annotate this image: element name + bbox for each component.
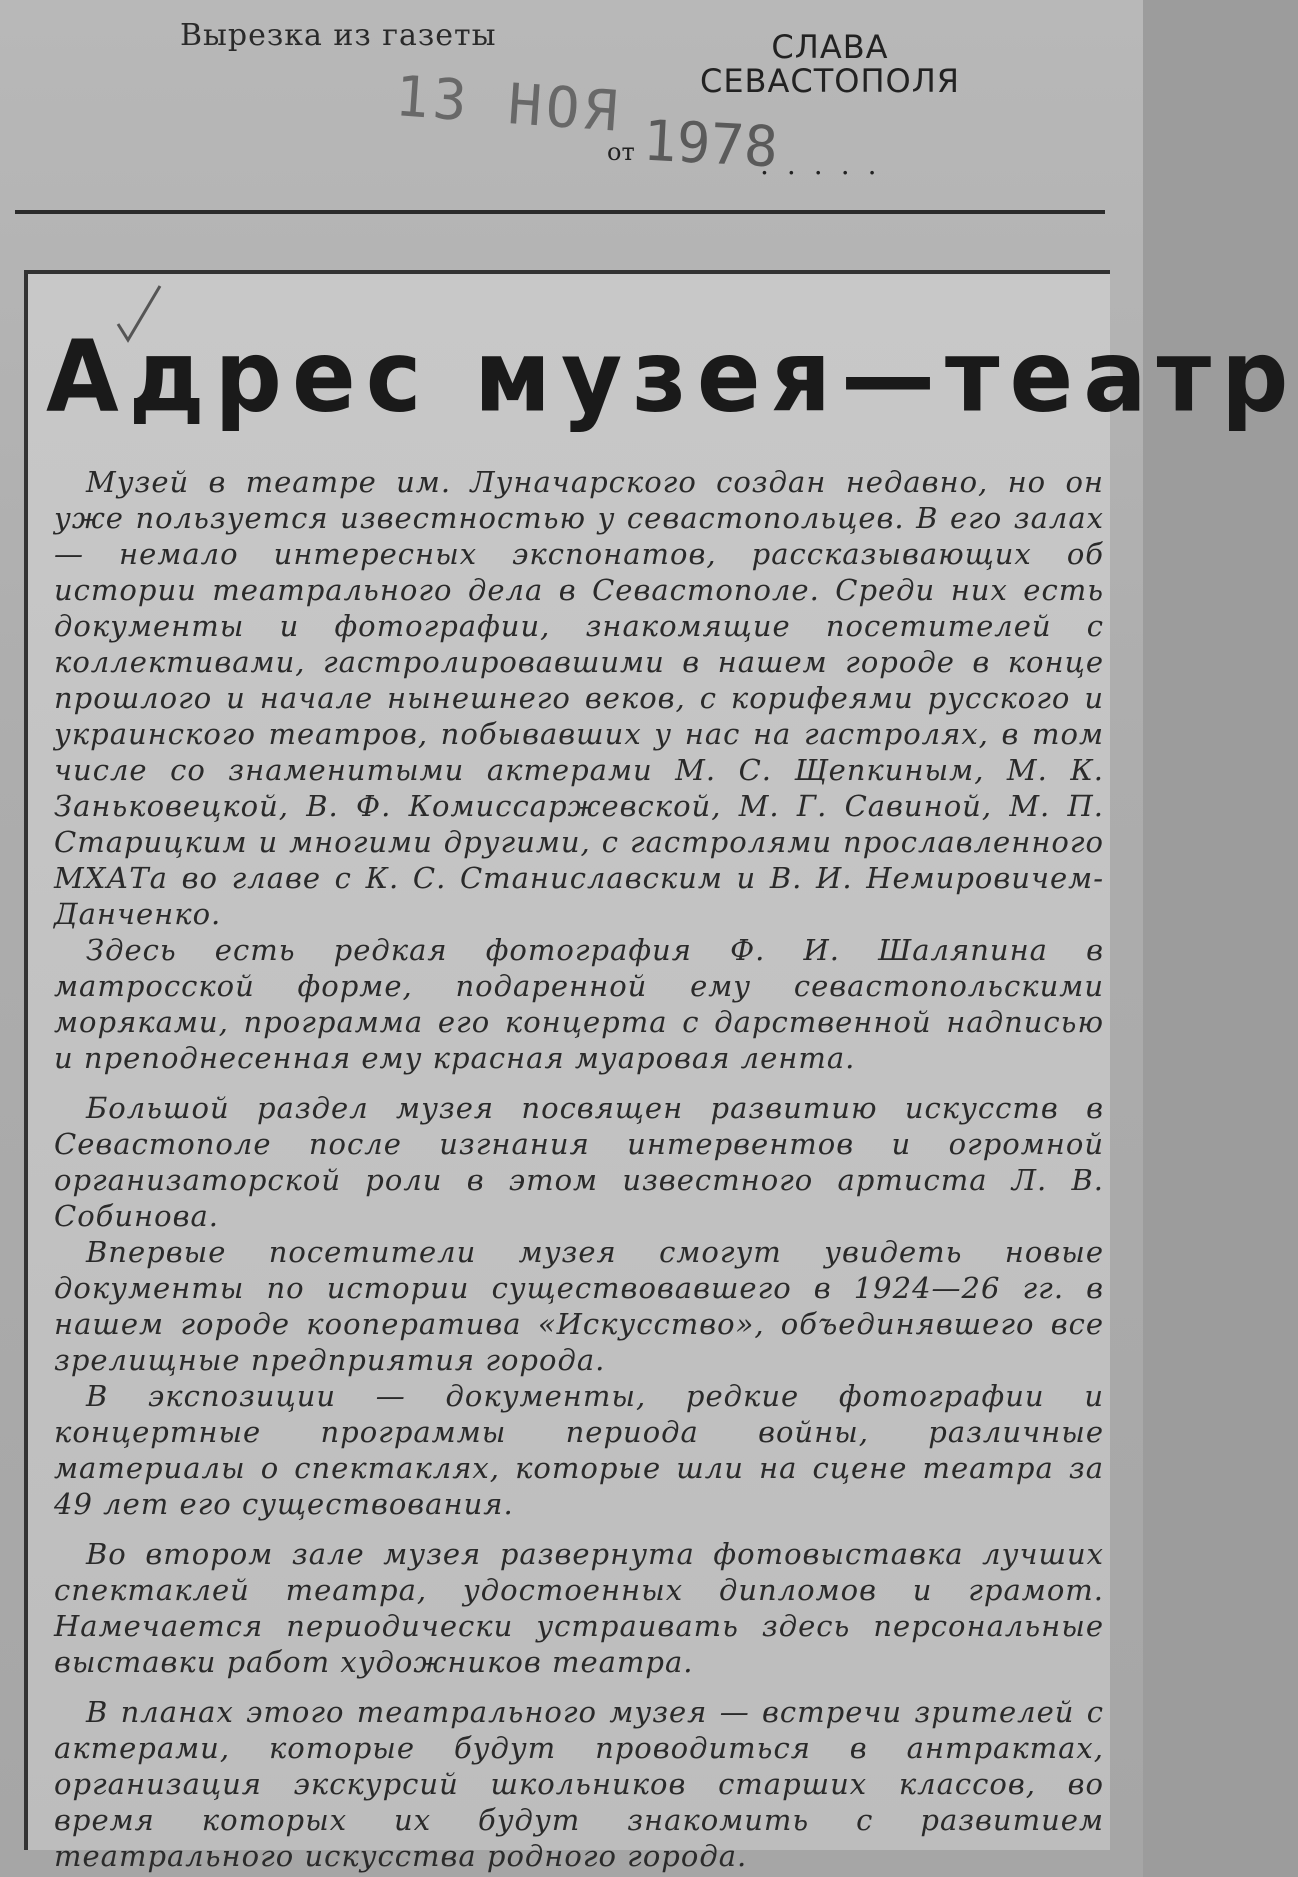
- date-stamp: 13 НОЯ: [393, 64, 624, 145]
- article-paragraph: Музей в театре им. Луначарского создан недавно, но он уже пользуется известностью у севастопольцев. В его залах — немало интересных экспонатов, рассказывающих об истории театрального дела в Севастополе. Среди них есть документы и фотографии, знакомящие посетителей с коллективами, гастролировавшими в нашем городе в конце прошлого и начале нынешнего веков, с корифеями русского и украинского театров, побывавших у нас на гастролях, в том числе со знаменитыми актерами М. С. Щепкиным, М. К. Заньковецкой, В. Ф. Комиссаржевской, М. Г. Савиной, М. П. Старицким и многими другими, с гастролями прославленного МХАТа во главе с К. С. Станиславским и В. И. Немировичем-Данченко.: [54, 465, 1104, 931]
- article-body: [54, 464, 1104, 1874]
- newspaper-name-line2: СЕВАСТОПОЛЯ: [699, 62, 961, 100]
- newspaper-clipping: [24, 270, 1298, 1873]
- top-divider: [15, 210, 1105, 214]
- article-paragraph: Во втором зале музея развернута фотовыставка лучших спектаклей театра, удостоенных дипломов и грамот. Намечается периодически устраивать здесь персональные выставки работ художников театра.: [54, 1537, 1104, 1679]
- newspaper-name-line1: СЛАВА: [771, 28, 889, 66]
- year-stamp: 1978: [641, 108, 780, 181]
- from-label: от: [607, 138, 635, 166]
- date-dots: .....: [760, 148, 895, 181]
- article-paragraph: Здесь есть редкая фотография Ф. И. Шаляпина в матросской форме, подаренной ему севастопольскими моряками, программа его концерта с дарственной надписью и преподнесенная ему красная муаровая лента.: [54, 933, 1104, 1075]
- article-headline: Адрес музея—театр: [46, 320, 1298, 435]
- article-paragraph: В планах этого театрального музея — встречи зрителей с актерами, которые будут проводиться в антрактах, организация экскурсий школьников старших классов, во время которых их будут знакомить с развитием театрального искусства родного города.: [54, 1695, 1104, 1873]
- article-paragraph: В экспозиции — документы, редкие фотографии и концертные программы периода войны, различные материалы о спектаклях, которые шли на сцене театра за 49 лет его существования.: [54, 1379, 1104, 1521]
- clipping-source-label: Вырезка из газеты: [180, 18, 497, 53]
- article-paragraph: Большой раздел музея посвящен развитию искусств в Севастополе после изгнания интервентов и огромной организаторской роли в этом известного артиста Л. В. Собинова.: [54, 1091, 1104, 1233]
- article-paragraph: Впервые посетители музея смогут увидеть новые документы по истории существовавшего в 1924—26 гг. в нашем городе кооператива «Искусство», объединявшего все зрелищные предприятия города.: [54, 1235, 1104, 1377]
- newspaper-name: [670, 30, 990, 98]
